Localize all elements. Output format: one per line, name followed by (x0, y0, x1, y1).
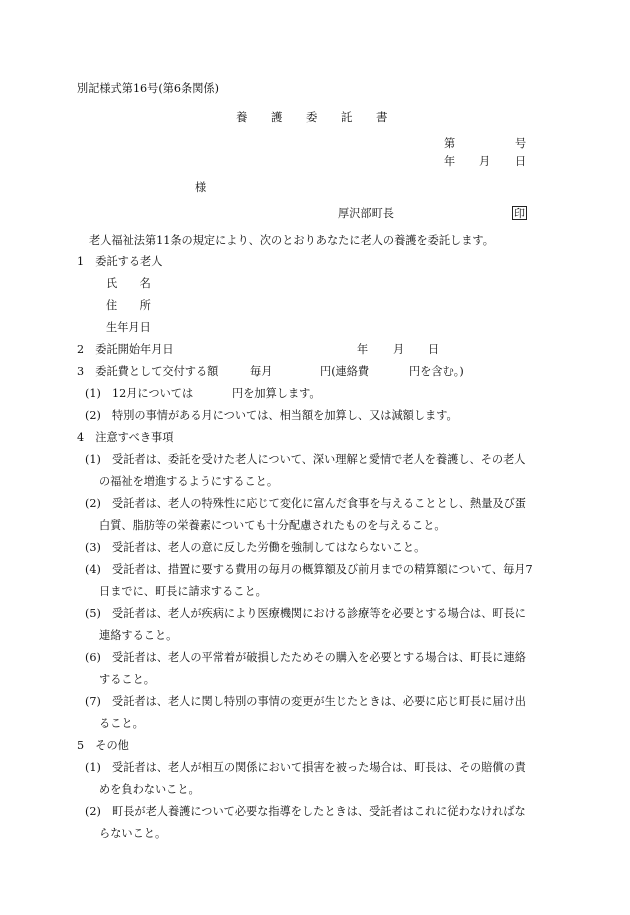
s4-item-line: 白質、脂肪等の栄養素についても十分配慮されたものを与えること。 (99, 519, 446, 532)
number-suffix: 号 (515, 137, 527, 150)
date-day: 日 (515, 155, 527, 168)
s4-item-line: 受託者は、老人に関し特別の事情の変更が生じたときは、必要に応じ町長に届け出 (112, 695, 526, 708)
s5-item-line: 受託者は、老人が相互の関係において損害を被った場合は、町長は、その賠償の責 (112, 761, 526, 774)
s4-item-line: ること。 (99, 717, 144, 730)
s5-item-line: らないこと。 (99, 827, 167, 840)
s4-item-label: (3) (85, 541, 101, 554)
s4-item-label: (5) (85, 607, 101, 620)
s4-item-label: (4) (85, 563, 101, 576)
s4-item-line: 受託者は、老人が疾病により医療機関における診療等を必要とする場合は、町長に (112, 607, 526, 620)
start-month: 月 (393, 343, 405, 356)
s5-item-line: めを負わないこと。 (99, 783, 200, 796)
addressee-suffix: 様 (195, 181, 207, 194)
s4-item-line: 連絡すること。 (99, 629, 178, 642)
s4-item-label: (1) (85, 453, 101, 466)
s4-item-label: (2) (85, 497, 101, 510)
title-char: 養 (236, 110, 248, 124)
s3-item1-label: (1) (85, 387, 101, 400)
s4-item-line: すること。 (99, 673, 155, 686)
title-char: 書 (376, 110, 388, 124)
field-address-label: 住 所 (106, 299, 151, 312)
s4-item-line: 受託者は、措置に要する費用の毎月の概算額及び前月までの精算額について、毎月7 (112, 563, 533, 576)
form-number: 別記様式第16号(第6条関係) (77, 82, 219, 95)
field-birthdate-label: 生年月日 (106, 321, 151, 334)
s4-item-line: 受託者は、老人の平常着が破損したためその購入を必要とする場合は、町長に連絡 (112, 651, 526, 664)
seal-mark (512, 206, 527, 220)
s4-item-line: 受託者は、委託を受けた老人について、深い理解と愛情で老人を養護し、その老人 (112, 453, 526, 466)
s4-item-line: 日までに、町長に請求すること。 (99, 585, 267, 598)
s3-item2-text: 特別の事情がある月については、相当額を加算し、又は減額します。 (112, 409, 458, 422)
s5-item-label: (2) (85, 805, 101, 818)
number-label: 第 (444, 137, 456, 150)
s3-item2-label: (2) (85, 409, 101, 422)
section-2-heading: 2 委託開始年月日 (77, 343, 174, 356)
yen-contact-fee: 円(連絡費 (320, 365, 370, 378)
monthly-label: 毎月 (250, 365, 273, 378)
s4-item-line: 受託者は、老人の特殊性に応じて変化に富んだ食事を与えることとし、熱量及び蛋 (112, 497, 526, 510)
section-3-heading: 3 委託費として交付する額 (77, 365, 219, 378)
seal-char: 印 (514, 207, 525, 220)
start-day: 日 (428, 343, 440, 356)
yen-included: 円を含む。) (409, 365, 464, 378)
section-4-heading: 4 注意すべき事項 (77, 431, 174, 444)
document-title (236, 112, 387, 123)
start-year: 年 (357, 343, 369, 356)
s3-item1-text: 12月については (112, 387, 194, 400)
s5-item-label: (1) (85, 761, 101, 774)
title-char: 護 (271, 110, 283, 124)
issuer: 厚沢部町長 (338, 207, 394, 220)
field-name-label: 氏 名 (106, 277, 151, 290)
s4-item-line: の福祉を増進するようにすること。 (99, 475, 279, 488)
s4-item-line: 受託者は、老人の意に反した労働を強制してはならないこと。 (112, 541, 426, 554)
section-5-heading: 5 その他 (77, 739, 129, 752)
s4-item-label: (6) (85, 651, 101, 664)
s4-item-label: (7) (85, 695, 101, 708)
s3-item1-text2: 円を加算します。 (232, 387, 321, 400)
title-char: 委 (306, 110, 318, 124)
intro-text: 老人福祉法第11条の規定により、次のとおりあなたに老人の養護を委託します。 (89, 234, 494, 247)
s5-item-line: 町長が老人養護について必要な指導をしたときは、受託者はこれに従わなければな (112, 805, 526, 818)
title-char: 託 (341, 110, 353, 124)
date-year: 年 (444, 155, 456, 168)
date-month: 月 (479, 155, 491, 168)
section-1-heading: 1 委託する老人 (77, 255, 163, 268)
